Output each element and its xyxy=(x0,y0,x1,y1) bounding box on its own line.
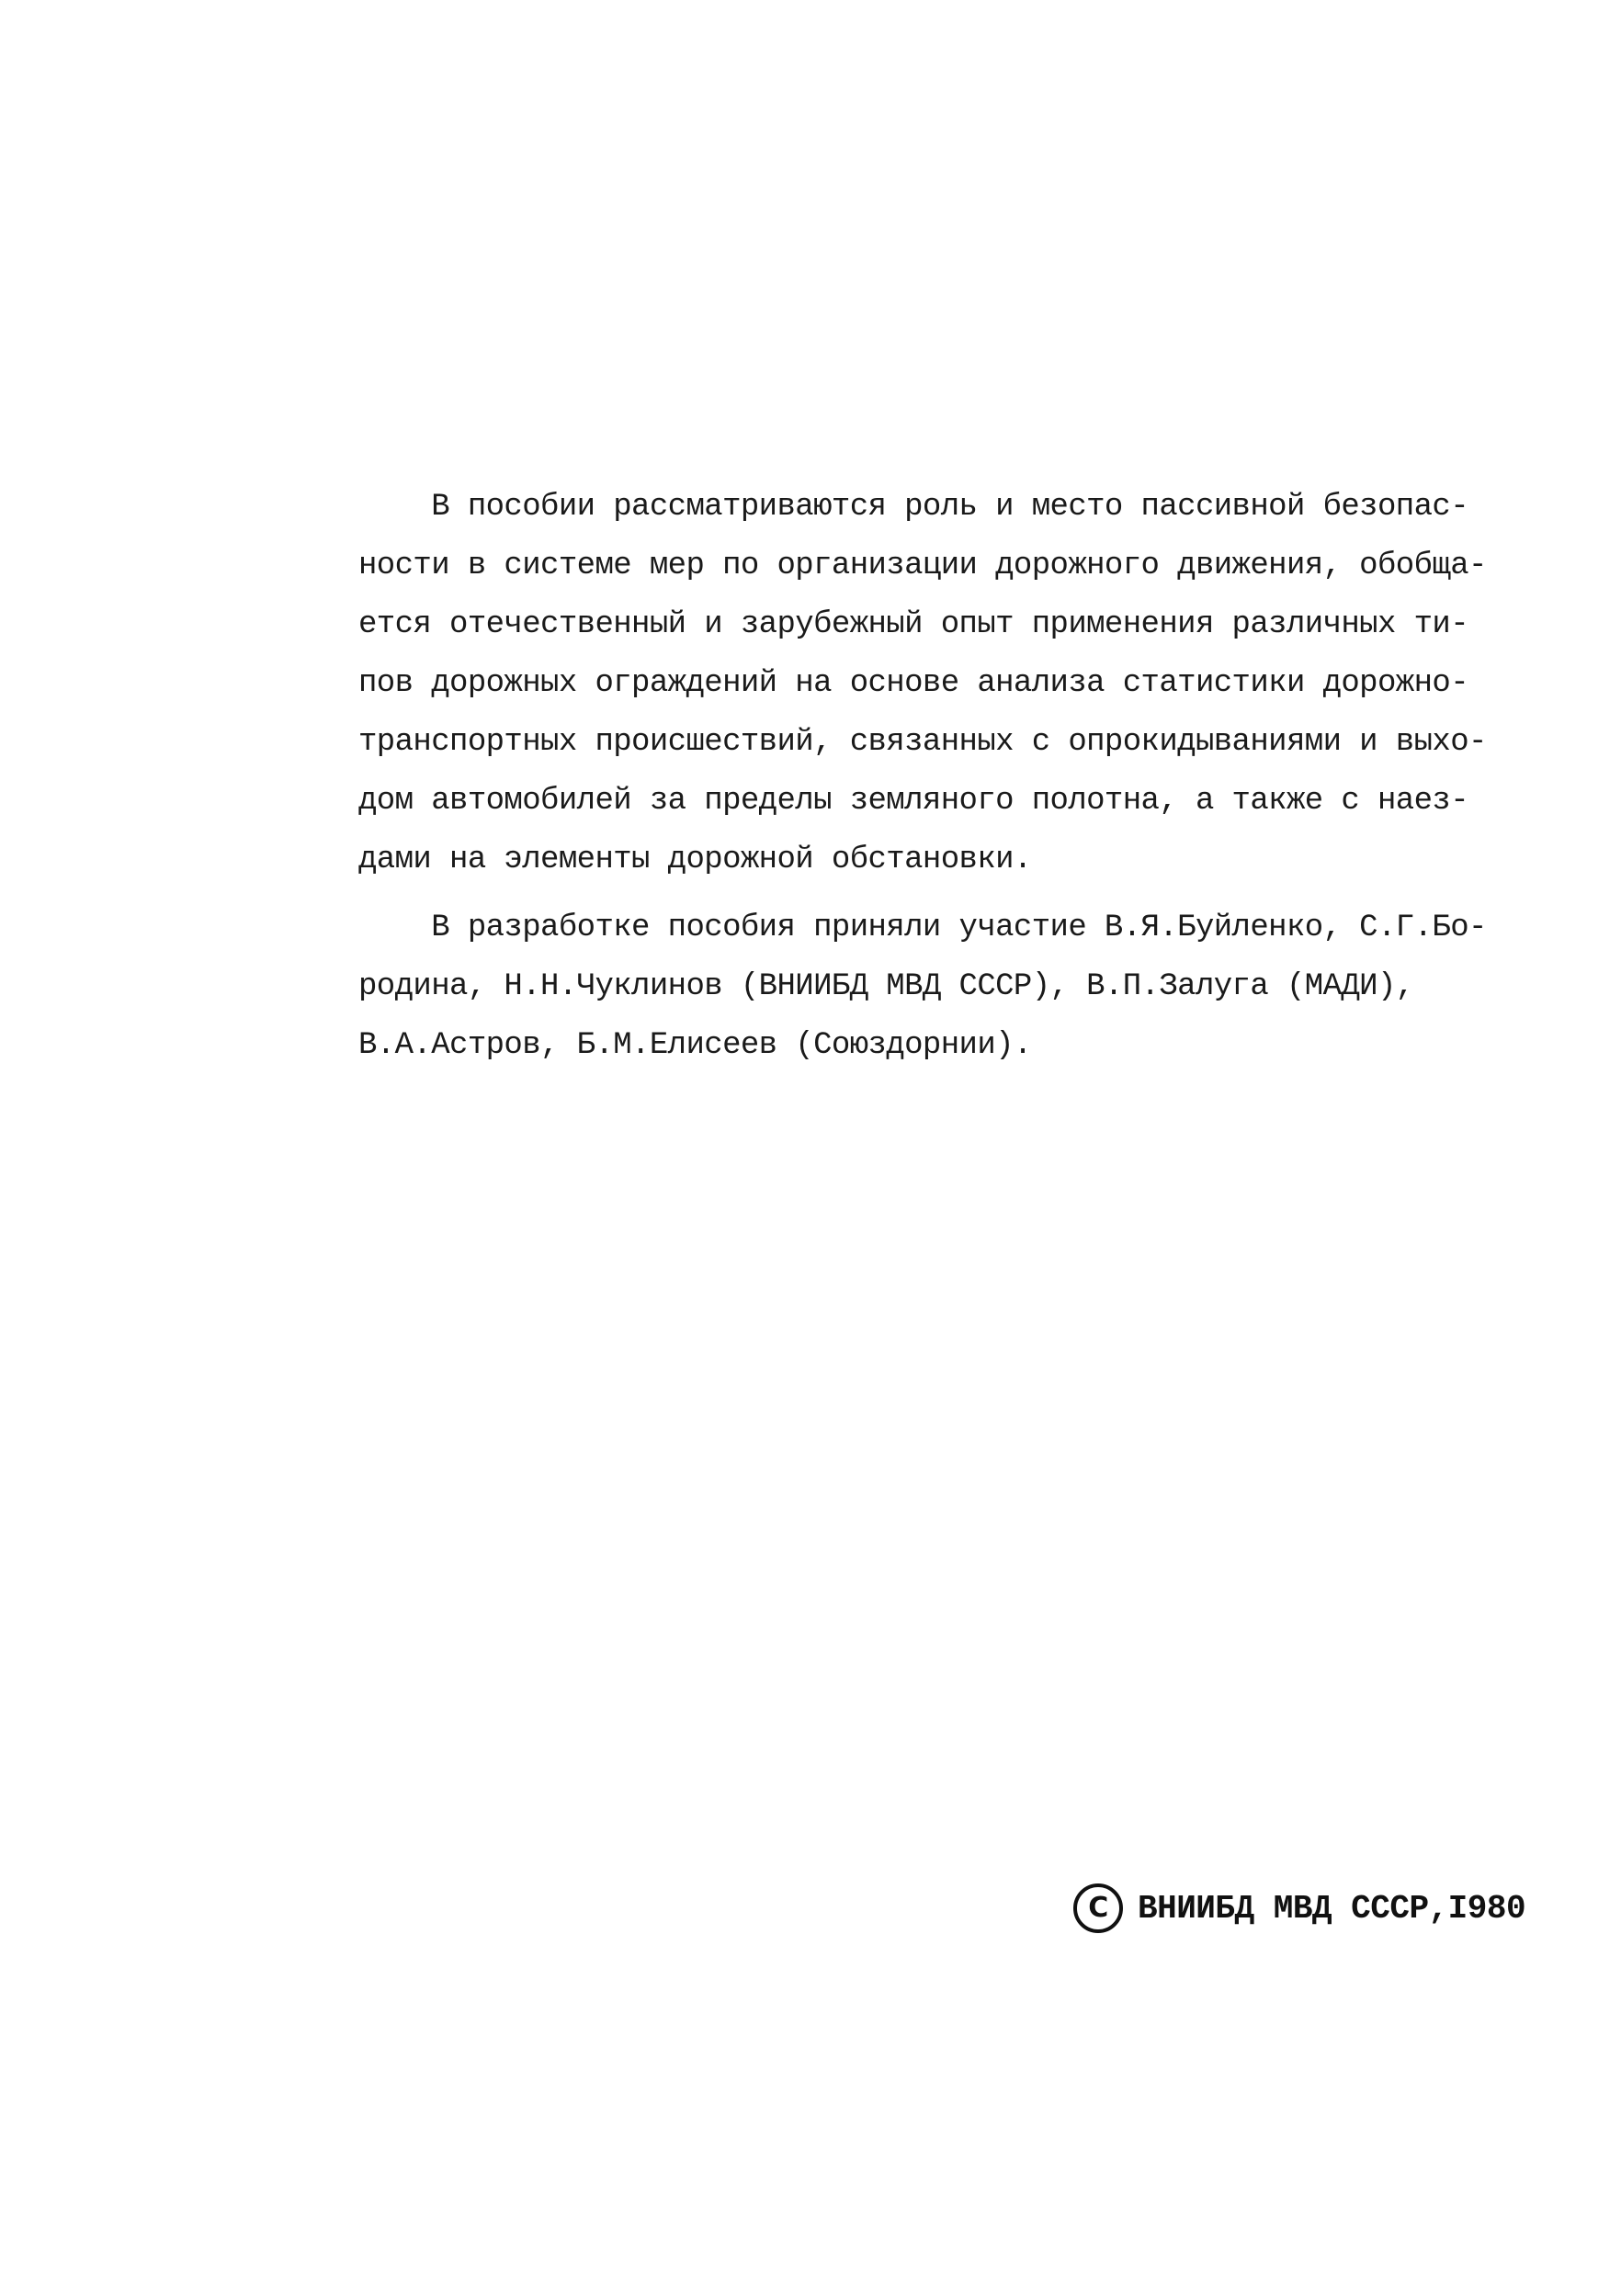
text-line: В разработке пособия приняли участие В.Я.Буйленко, С.Г.Бо- xyxy=(358,910,1487,945)
text-line: пов дорожных ограждений на основе анализа статистики дорожно- xyxy=(358,666,1469,701)
paragraph-summary xyxy=(358,478,1535,889)
paragraph-authors xyxy=(358,899,1535,1075)
text-line: дом автомобилей за пределы земляного полотна, а также с наез- xyxy=(358,784,1469,819)
text-line: В.А.Астров, Б.М.Елисеев (Союздорнии). xyxy=(358,1028,1032,1063)
copyright-text: ВНИИБД МВД СССР,I980 xyxy=(1138,1889,1526,1928)
text-line: родина, Н.Н.Чуклинов (ВНИИБД МВД СССР), В.П.Залуга (МАДИ), xyxy=(358,969,1414,1004)
body-text xyxy=(358,478,1535,1075)
text-line: ется отечественный и зарубежный опыт применения различных ти- xyxy=(358,607,1469,642)
text-line: дами на элементы дорожной обстановки. xyxy=(358,843,1032,877)
copyright-icon: C xyxy=(1073,1883,1123,1933)
text-line: В пособии рассматриваются роль и место пассивной безопас- xyxy=(358,490,1469,525)
text-line: транспортных происшествий, связанных с опрокидываниями и выхо- xyxy=(358,725,1487,760)
copyright-notice xyxy=(1073,1883,1525,1933)
paragraph-gap xyxy=(358,889,1535,899)
text-line: ности в системе мер по организации дорожного движения, обобща- xyxy=(358,549,1487,583)
